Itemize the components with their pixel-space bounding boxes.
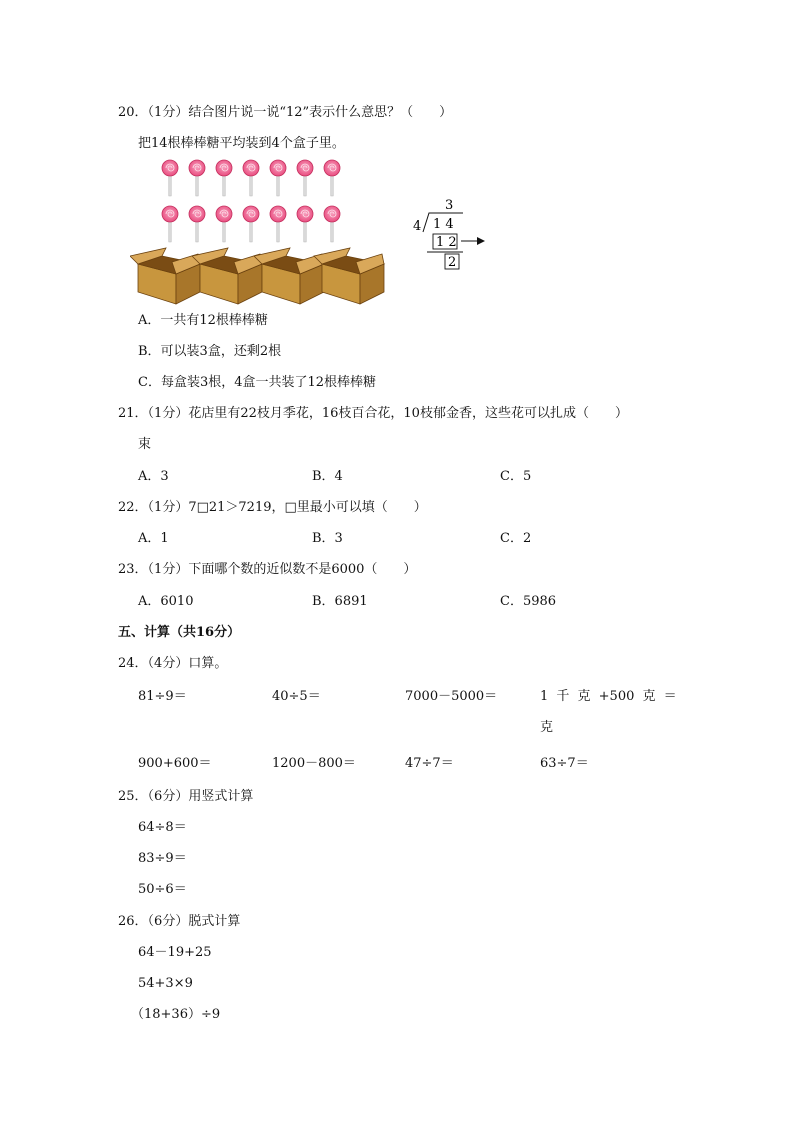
q24-item-4-cont: 克 <box>540 720 554 735</box>
q20-option-a[interactable]: A．一共有12根棒棒糖 <box>138 313 268 328</box>
q22-stem: 22．（1分）7□21＞7219，□里最小可以填（ ） <box>118 500 427 515</box>
q23-stem: 23．（1分）下面哪个数的近似数不是6000（ ） <box>118 562 417 577</box>
q21-option-b[interactable]: B．4 <box>312 469 343 484</box>
q21-stem: 21．（1分）花店里有22枝月季花，16枝百合花，10枝郁金香，这些花可以扎成（ ） <box>118 406 628 421</box>
lollipop-row-bottom <box>162 206 340 242</box>
q22-option-a[interactable]: A．1 <box>138 531 169 546</box>
section-title: 五、计算（共16分） <box>118 625 241 640</box>
q24-item-1: 81÷9＝ <box>138 689 187 704</box>
q24-item-2: 40÷5＝ <box>272 689 321 704</box>
q24-item-5: 900+600＝ <box>138 756 212 771</box>
arrow-right-icon <box>477 237 485 245</box>
q20-stem: 20．（1分）结合图片说一说“12”表示什么意思？（ ） <box>118 105 453 120</box>
q21-option-a[interactable]: A．3 <box>138 469 169 484</box>
division-divisor: 4 <box>413 219 422 234</box>
q22-option-c[interactable]: C．2 <box>500 531 532 546</box>
q23-option-a[interactable]: A．6010 <box>138 594 194 609</box>
q25-item-1: 64÷8＝ <box>138 820 187 835</box>
q23-option-c[interactable]: C．5986 <box>500 594 557 609</box>
lollipop-box-illustration <box>130 152 390 307</box>
q25-item-3: 50÷6＝ <box>138 882 187 897</box>
q26-item-2: 54+3×9 <box>138 976 193 991</box>
q24-item-7: 47÷7＝ <box>405 756 454 771</box>
q20-intro: 把14根棒棒糖平均装到4个盒子里。 <box>138 136 345 151</box>
q20-option-c[interactable]: C．每盒装3根，4盒一共装了12根棒棒糖 <box>138 375 377 390</box>
q26-item-1: 64－19+25 <box>138 945 212 960</box>
q21-stem-cont: 束 <box>138 437 152 452</box>
box-row <box>130 248 384 304</box>
q24-item-3: 7000－5000＝ <box>405 689 498 704</box>
division-quotient: 3 <box>445 198 454 213</box>
q24-stem: 24．（4分）口算。 <box>118 656 228 671</box>
long-division-figure <box>405 195 495 273</box>
q20-option-b[interactable]: B．可以装3盒，还剩2根 <box>138 344 282 359</box>
q26-stem: 26．（6分）脱式计算 <box>118 914 241 929</box>
division-dividend: 1 4 <box>433 217 454 232</box>
q26-item-3: （18+36）÷9 <box>131 1007 221 1022</box>
lollipop-row-top <box>162 160 340 196</box>
q21-option-c[interactable]: C．5 <box>500 469 532 484</box>
q24-item-4: 1 千 克 +500 克 ＝ <box>540 689 677 704</box>
q25-stem: 25．（6分）用竖式计算 <box>118 789 254 804</box>
division-remainder: 2 <box>448 255 457 270</box>
q25-item-2: 83÷9＝ <box>138 851 187 866</box>
q24-item-6: 1200－800＝ <box>272 756 356 771</box>
q24-item-8: 63÷7＝ <box>540 756 589 771</box>
q22-option-b[interactable]: B．3 <box>312 531 343 546</box>
division-product: 1 2 <box>436 235 457 250</box>
q23-option-b[interactable]: B．6891 <box>312 594 368 609</box>
